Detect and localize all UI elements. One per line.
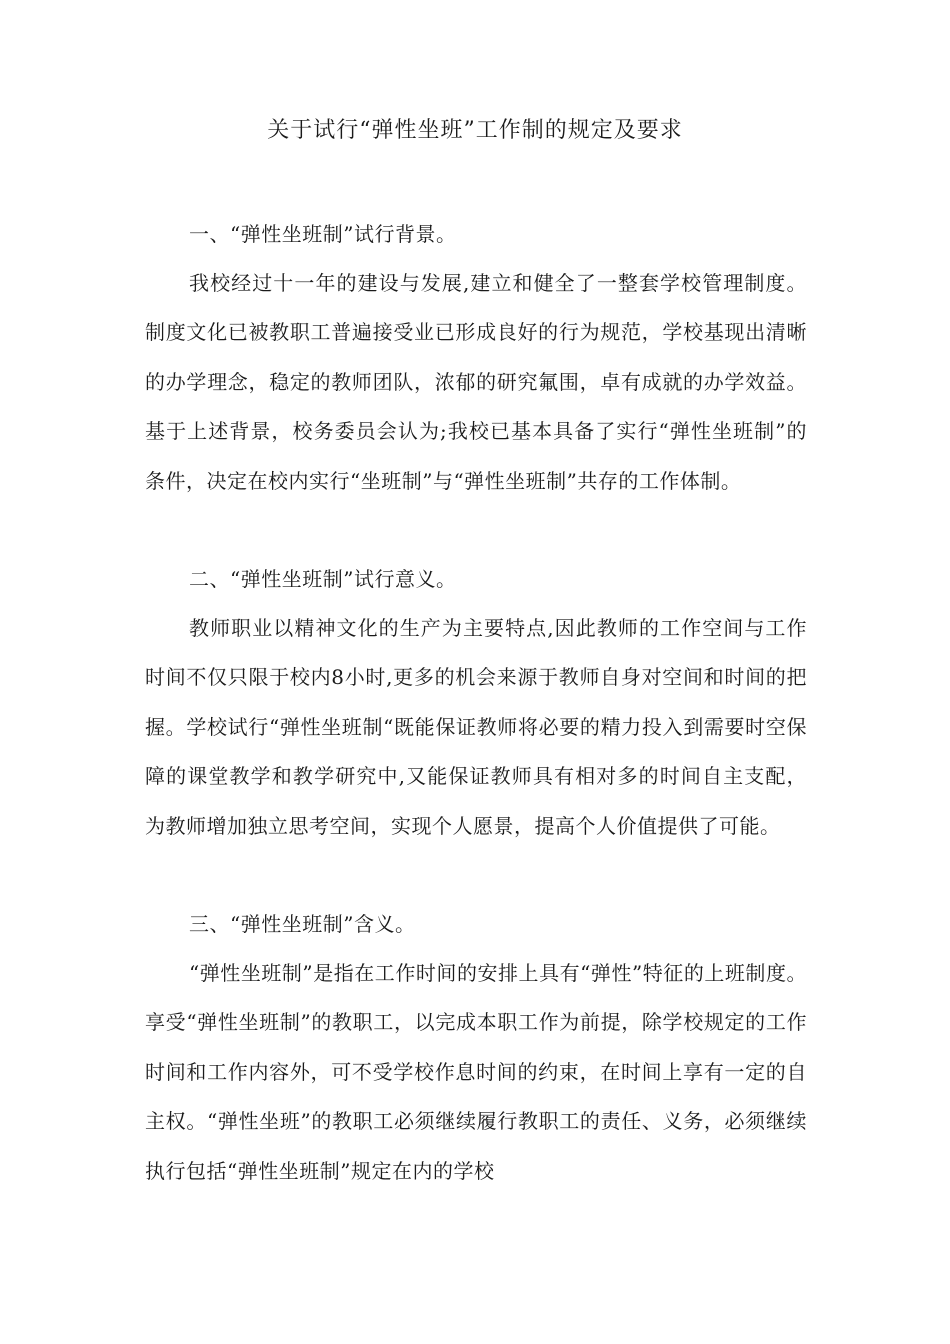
document-title: 关于试行“弹性坐班”工作制的规定及要求	[267, 118, 683, 143]
section-1-body: 我校经过十一年的建设与发展,建立和健全了一整套学校管理制度。制度文化已被教职工普遍接受业已形成良好的行为规范，学校基现出清晰的办学理念，稳定的教师团队，浓郁的研究氟围，卓有成就的办学效益。基于上述背景，校务委员会认为;我校已基本具备了实行“弹性坐班制”的条件，决定在校内实行“坐班制”与“弹性坐班制”共存的工作体制。	[145, 271, 807, 493]
section-3-heading: 三、“弹性坐班制”含义。	[189, 912, 416, 936]
section-2-body: 教师职业以精神文化的生产为主要特点,因此教师的工作空间与工作时间不仅只限于校内8小时,更多的机会来源于教师自身对空间和时间的把握。学校试行“弹性坐班制“既能保证教师将必要的精力投入到需要时空保障的课堂教学和教学研究中,又能保证教师具有相对多的时间自主支配，为教师增加独立思考空间，实现个人愿景，提高个人价值提供了可能。	[145, 616, 807, 838]
section-2-heading: 二、“弹性坐班制”试行意义。	[189, 567, 457, 591]
section-1-heading: 一、“弹性坐班制”试行背景。	[189, 222, 457, 246]
section-3-body: “弹性坐班制”是指在工作时间的安排上具有“弹性”特征的上班制度。享受“弹性坐班制”的教职工，以完成本职工作为前提，除学校规定的工作时间和工作内容外，可不受学校作息时间的约束，在时间上享有一定的自主权。“弹性坐班”的教职工必须继续履行教职工的责任、义务，必须继续执行包括“弹性坐班制”规定在内的学校	[145, 961, 807, 1183]
